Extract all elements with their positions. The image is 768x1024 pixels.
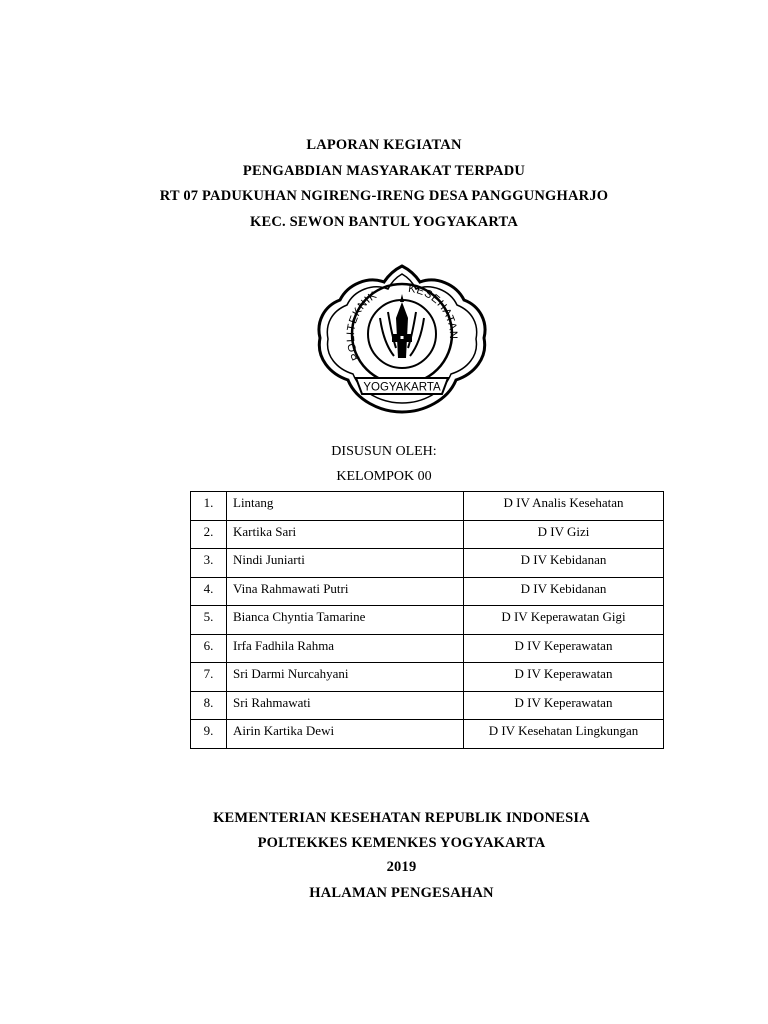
report-location: RT 07 PADUKUHAN NGIRENG-IRENG DESA PANGGUNGHARJO: [159, 188, 609, 204]
table-row: [191, 663, 664, 692]
table-row: [191, 634, 664, 663]
report-district: KEC. SEWON BANTUL YOGYAKARTA: [249, 214, 519, 230]
member-program: D IV Analis Kesehatan: [464, 492, 664, 521]
member-number: 3.: [191, 549, 227, 578]
member-name: Kartika Sari: [227, 520, 464, 549]
table-row: [191, 492, 664, 521]
ministry-name: KEMENTERIAN KESEHATAN REPUBLIK INDONESIA: [213, 810, 590, 826]
table-row: [191, 520, 664, 549]
member-program: D IV Keperawatan: [464, 691, 664, 720]
member-number: 2.: [191, 520, 227, 549]
member-program: D IV Gizi: [464, 520, 664, 549]
authors-label: DISUSUN OLEH:: [331, 444, 437, 459]
members-table: [190, 491, 664, 749]
member-program: D IV Kebidanan: [464, 549, 664, 578]
member-number: 4.: [191, 577, 227, 606]
member-name: Bianca Chyntia Tamarine: [227, 606, 464, 635]
member-number: 8.: [191, 691, 227, 720]
member-number: 7.: [191, 663, 227, 692]
table-row: [191, 606, 664, 635]
group-name: KELOMPOK 00: [336, 469, 432, 484]
logo-arc-text-left: POLITEKNIK: [344, 289, 380, 363]
member-program: D IV Keperawatan: [464, 663, 664, 692]
member-name: Lintang: [227, 492, 464, 521]
member-number: 5.: [191, 606, 227, 635]
table-row: [191, 549, 664, 578]
table-row: [191, 577, 664, 606]
poltekkes-logo: [316, 262, 488, 416]
report-title: LAPORAN KEGIATAN: [306, 137, 462, 153]
member-name: Sri Darmi Nurcahyani: [227, 663, 464, 692]
logo-banner-text: YOGYAKARTA: [363, 381, 441, 394]
table-row: [191, 720, 664, 749]
page-heading: HALAMAN PENGESAHAN: [309, 885, 494, 901]
table-row: [191, 691, 664, 720]
report-year: 2019: [386, 859, 417, 875]
report-subtitle: PENGABDIAN MASYARAKAT TERPADU: [242, 163, 526, 179]
member-program: D IV Kesehatan Lingkungan: [464, 720, 664, 749]
member-number: 6.: [191, 634, 227, 663]
member-name: Vina Rahmawati Putri: [227, 577, 464, 606]
member-program: D IV Keperawatan: [464, 634, 664, 663]
member-name: Irfa Fadhila Rahma: [227, 634, 464, 663]
member-name: Sri Rahmawati: [227, 691, 464, 720]
logo-arc-text-right: KESEHATAN: [407, 282, 459, 340]
member-program: D IV Keperawatan Gigi: [464, 606, 664, 635]
member-number: 9.: [191, 720, 227, 749]
member-name: Nindi Juniarti: [227, 549, 464, 578]
institution-name: POLTEKKES KEMENKES YOGYAKARTA: [257, 835, 546, 851]
member-program: D IV Kebidanan: [464, 577, 664, 606]
member-name: Airin Kartika Dewi: [227, 720, 464, 749]
member-number: 1.: [191, 492, 227, 521]
